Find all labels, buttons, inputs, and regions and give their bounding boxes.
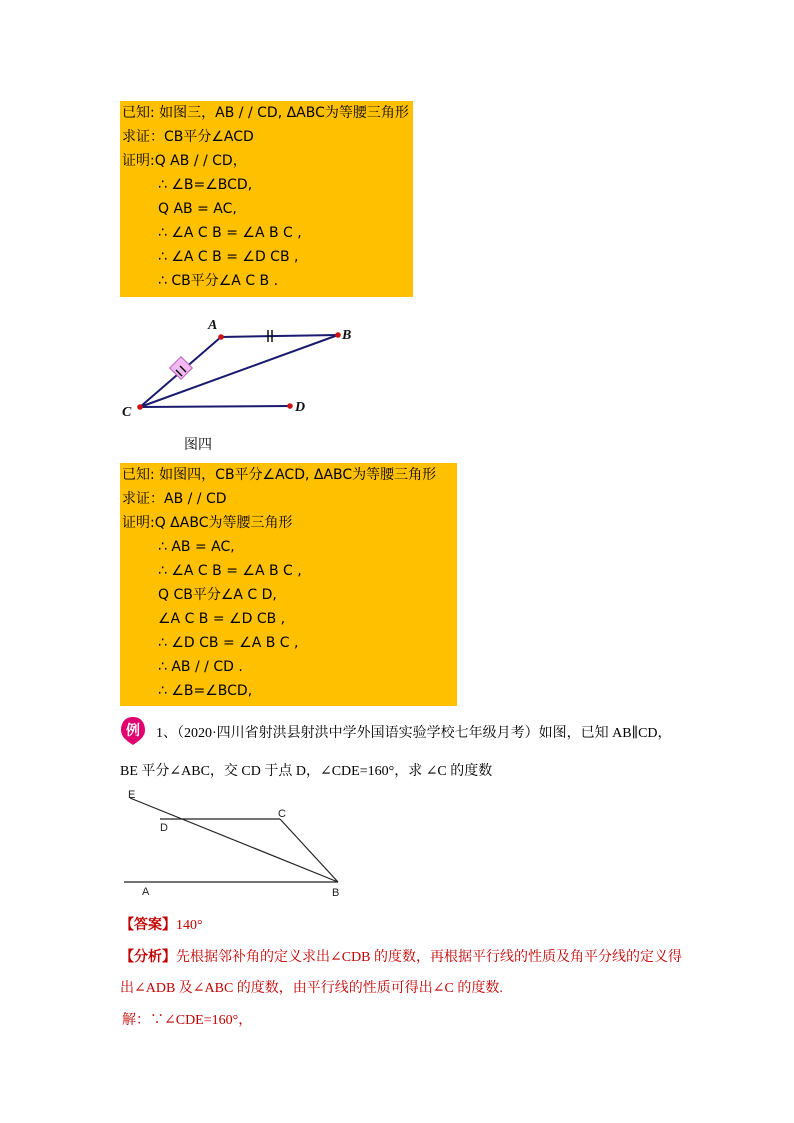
example-question-line1: 1、（2020·四川省射洪县射洪中学外国语实验学校七年级月考）如图，已知 AB∥CD，	[156, 726, 672, 741]
answer-value: 140°	[176, 918, 203, 933]
prove-line: 求证：AB / / CD	[122, 491, 227, 507]
proof-line: Q CB平分∠A C D,	[158, 587, 277, 603]
figure-caption: 图四	[184, 437, 212, 453]
prove-line: 求证：CB平分∠ACD	[122, 129, 254, 145]
svg-text:例: 例	[126, 723, 140, 739]
proof-line: Q AB = AC,	[158, 201, 237, 217]
label-b: B	[332, 887, 340, 899]
proof-line: ∴ ∠A C B = ∠A B C ,	[158, 225, 302, 241]
solution-label: 解：	[122, 1013, 150, 1028]
analysis-line1	[120, 946, 682, 966]
proof-box-figure3	[120, 101, 413, 297]
segment-cb	[280, 819, 338, 882]
segment-cd	[140, 406, 290, 407]
proof-line: ∴ ∠B=∠BCD,	[158, 177, 253, 193]
segment-eb	[130, 798, 338, 882]
example-figure-diagram	[120, 785, 360, 900]
solution-line	[122, 1009, 252, 1029]
proof-line: ∴ AB / / CD .	[158, 659, 243, 675]
label-c: C	[122, 405, 132, 420]
proof-line: ∴ AB = AC,	[158, 539, 235, 555]
segment-cb	[140, 335, 338, 407]
proof-line: ∴ CB平分∠A C B .	[158, 273, 279, 289]
example-heading	[120, 716, 680, 746]
proof-line: ∴ ∠A C B = ∠D CB ,	[158, 249, 299, 265]
example-badge-icon	[120, 716, 146, 746]
label-d: D	[295, 400, 306, 415]
label-e: E	[128, 789, 136, 801]
label-b: B	[342, 328, 352, 343]
label-a: A	[142, 886, 150, 898]
given-line: 已知: 如图四，CB平分∠ACD, ΔABC为等腰三角形	[122, 467, 437, 483]
label-c: C	[278, 808, 286, 820]
proof-box-figure4	[120, 463, 457, 706]
example-question-line2: BE 平分∠ABC，交 CD 于点 D，∠CDE=160°，求 ∠C 的度数	[120, 764, 493, 779]
proof-line: ∠A C B = ∠D CB ,	[158, 611, 286, 627]
analysis-line2: 出∠ADB 及∠ABC 的度数，由平行线的性质可得出∠C 的度数.	[120, 981, 503, 996]
analysis-tag: 【分析】	[120, 950, 176, 965]
label-a: A	[208, 318, 218, 333]
proof-line: ∴ ∠B=∠BCD,	[158, 683, 253, 699]
proof-line: 证明:Q ΔABC为等腰三角形	[122, 515, 293, 531]
figure-4-diagram	[118, 312, 368, 424]
proof-line: ∴ ∠A C B = ∠A B C ,	[158, 563, 302, 579]
proof-line: 证明:Q AB / / CD，	[122, 153, 247, 169]
given-line: 已知: 如图三，AB / / CD, ΔABC为等腰三角形	[122, 105, 409, 121]
answer-line	[120, 914, 203, 934]
proof-line: ∴ ∠D CB = ∠A B C ,	[158, 635, 299, 651]
analysis-text1: 先根据邻补角的定义求出∠CDB 的度数，再根据平行线的性质及角平分线的定义得	[176, 950, 683, 965]
answer-tag: 【答案】	[120, 918, 176, 933]
segment-ab	[221, 335, 338, 337]
label-d: D	[160, 822, 168, 834]
solution-text: ∵∠CDE=160°，	[150, 1013, 253, 1028]
